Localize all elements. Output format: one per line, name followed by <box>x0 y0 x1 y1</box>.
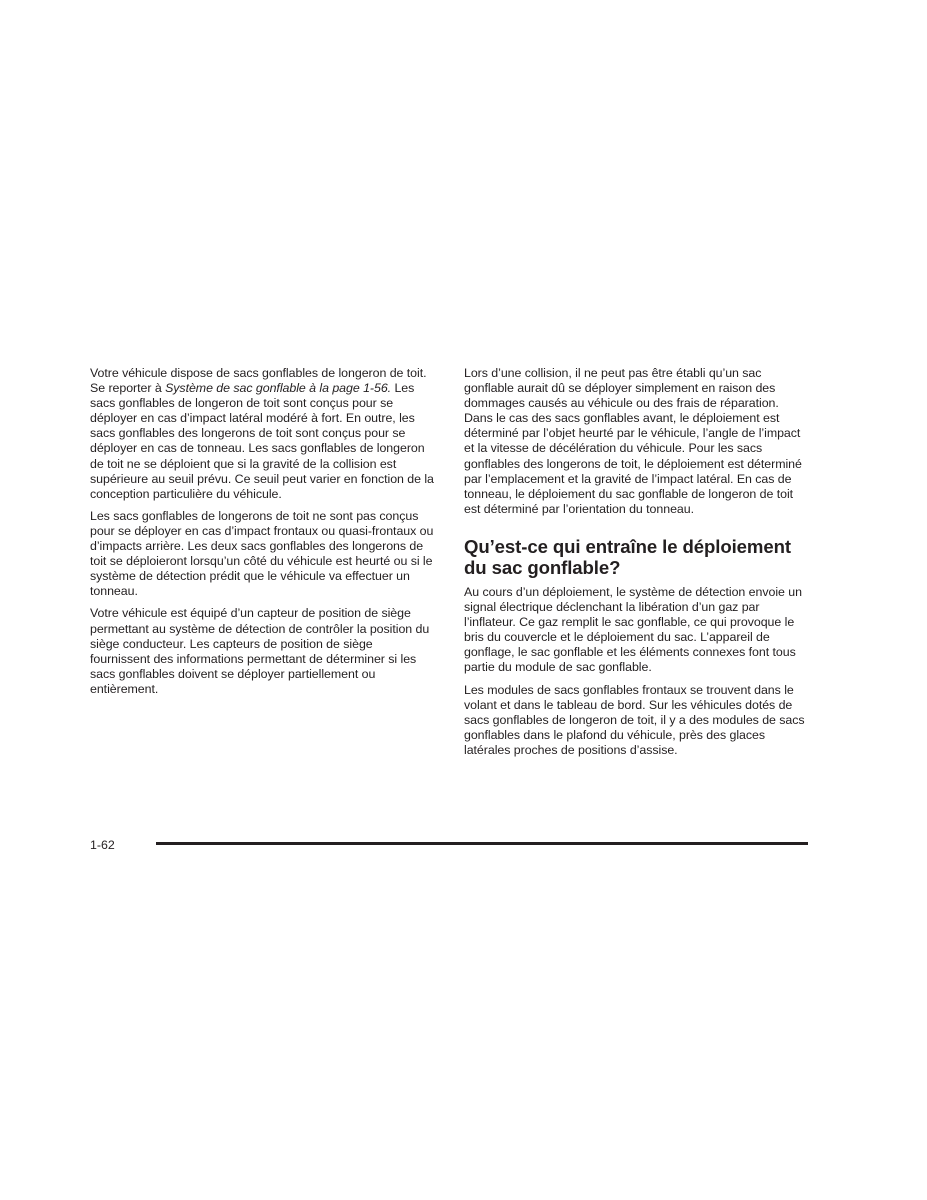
paragraph-collision-determination: Lors d’une collision, il ne peut pas être établi qu’un sac gonflable aurait dû se déployer simplement en raison des dommages causés au véhicule ou des frais de réparation. Dans le cas des sacs gonflables avant, le déploiement est déterminé par l’objet heurté par le véhicule, l’angle de l’impact et la vitesse de décélération du véhicule. Pour les sacs gonflables des longerons de toit, le déploiement est déterminé par l’emplacement et la gravité de l’impact latéral. En cas de tonneau, le déploiement du sac gonflable de longeron de toit est déterminé par l’orientation du tonneau. <box>464 366 802 516</box>
footer-divider <box>156 842 808 845</box>
paragraph-module-locations: Les modules de sacs gonflables frontaux se trouvent dans le volant et dans le tableau de bord. Sur les véhicules dotés de sacs gonflables de longeron de toit, il y a des modules de sacs gonflables dans le plafond du véhicule, près des glaces latérales proches de positions d’assise. <box>464 682 805 757</box>
right-column <box>464 366 810 765</box>
paragraph-seat-position-sensor: Votre véhicule est équipé d’un capteur de position de siège permettant au système de détection de contrôler la position du siège conducteur. Les capteurs de position de siège fournissent des informations permettant de déterminer si les sacs gonflables doivent se déployer partiellement ou entièrement. <box>90 606 430 696</box>
paragraph-text: Votre véhicule dispose de sacs gonflables de longeron de toit. Se reporter à <box>90 366 427 396</box>
section-heading: Qu’est-ce qui entraîne le déploiement du sac gonflable? <box>464 535 791 578</box>
paragraph-text: Les sacs gonflables de longeron de toit sont conçus pour se déployer en cas d’impact latéral modéré à fort. En outre, les sacs gonflables des longerons de toit sont conçus pour se déployer en cas de tonneau. Les sacs gonflables de longeron de toit ne se déploient que si la gravité de la collision est supérieure au seuil prévu. Ce seuil peut varier en fonction de la conception particulière du véhicule. <box>90 381 434 501</box>
paragraph-deployment-conditions: Les sacs gonflables de longerons de toit ne sont pas conçus pour se déployer en cas d’impact frontaux ou quasi-frontaux ou d’impacts arrière. Les deux sacs gonflables des longerons de toit se déploieront lorsqu’un côté du véhicule est heurté ou si le système de détection prédit que le véhicule va effectuer un tonneau. <box>90 508 434 599</box>
page-number: 1-62 <box>90 838 115 852</box>
left-column <box>90 366 436 704</box>
paragraph-deployment-process: Au cours d’un déploiement, le système de détection envoie un signal électrique déclenchant la libération d’un gaz par l’inflateur. Ce gaz remplit le sac gonflable, ce qui provoque le bris du couvercle et le déploiement du sac. L’appareil de gonflage, le sac gonflable et les éléments connexes font tous partie du module de sac gonflable. <box>464 584 802 675</box>
cross-reference-link: Système de sac gonflable à la page 1-56. <box>165 381 392 396</box>
paragraph-roof-rail-airbags <box>90 366 436 502</box>
